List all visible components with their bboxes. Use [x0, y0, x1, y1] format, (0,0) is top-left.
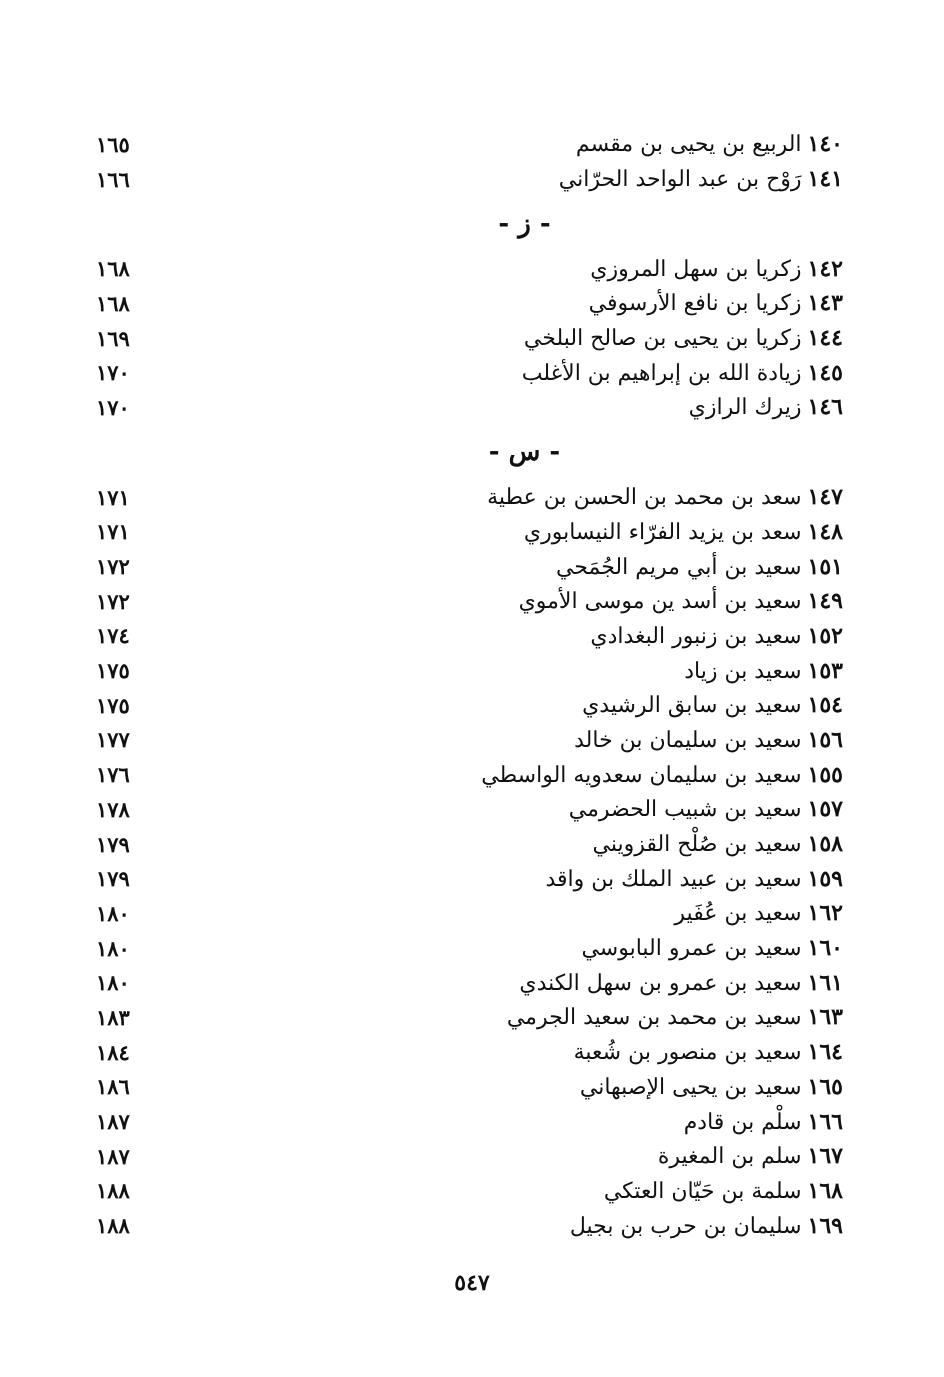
index-entry [96, 515, 843, 550]
index-entry [96, 390, 843, 425]
entry-text [684, 658, 843, 684]
index-entry [96, 251, 843, 286]
entry-number: ١٦١ [807, 969, 843, 996]
index-entry [96, 1070, 843, 1105]
page-reference: ١٦٨ [96, 256, 130, 282]
entry-number: ١٥١ [807, 553, 843, 580]
entry-name: سعيد بن عُفَير [674, 901, 802, 927]
index-entry [96, 286, 843, 321]
page-reference: ١٨٨ [96, 1213, 130, 1239]
entry-text [589, 290, 843, 316]
entry-text [487, 484, 843, 510]
entry-number: ١٥٧ [807, 796, 843, 823]
entry-number: ١٤٣ [807, 290, 843, 317]
entry-name: سعيد بن سليمان بن خالد [574, 727, 802, 753]
index-entry [96, 162, 843, 197]
page-reference: ١٦٨ [96, 290, 130, 316]
entry-text [519, 588, 843, 614]
section-heading: - ز - [498, 208, 551, 239]
page-reference: ١٧٦ [96, 762, 130, 788]
index-entry [96, 321, 843, 356]
entry-name: سعيد بن أبي مريم الجُمَحي [555, 554, 802, 580]
entry-text [576, 131, 843, 157]
page-reference: ١٧٥ [96, 692, 130, 718]
entry-name: سعد بن محمد بن الحسن بن عطية [487, 485, 802, 511]
entry-number: ١٦٠ [807, 935, 843, 962]
entry-name: سعيد بن زنبور البغدادي [590, 623, 802, 649]
entry-name: زيادة الله بن إبراهيم بن الأغلب [521, 360, 802, 386]
entry-text [556, 554, 843, 580]
entry-name: سليمان بن حرب بن بجيل [569, 1213, 802, 1239]
entry-number: ١٤٤ [807, 325, 843, 352]
index-entry [96, 1208, 843, 1243]
page-reference: ١٧٩ [96, 866, 130, 892]
entry-text [604, 1178, 843, 1204]
entry-text [582, 692, 843, 718]
index-entry [96, 931, 843, 966]
entry-text [580, 1074, 843, 1100]
index-entry [96, 549, 843, 584]
entry-number: ١٤٧ [807, 484, 843, 511]
page-reference: ١٨٧ [96, 1143, 130, 1169]
entry-text [481, 762, 843, 788]
entry-name: سعيد بن محمد بن سعيد الجرمي [506, 1005, 802, 1031]
entry-number: ١٥٦ [807, 726, 843, 753]
page-reference: ١٦٩ [96, 325, 130, 351]
entry-text [592, 831, 843, 857]
entry-number: ١٥٩ [807, 865, 843, 892]
page-number: ٥٤٧ [454, 1270, 490, 1296]
entry-number: ١٥٤ [807, 692, 843, 719]
entry-text [684, 1109, 843, 1135]
index-entry [96, 1174, 843, 1209]
page-reference: ١٨٣ [96, 1004, 130, 1030]
index-entry [96, 1035, 843, 1070]
entry-name: سعيد بن يحيى الإصبهاني [579, 1074, 802, 1100]
entry-text [559, 166, 843, 192]
entry-name: سعيد بن أسد ين موسى الأموي [518, 589, 802, 615]
entry-name: سعيد بن زياد [684, 658, 802, 684]
entry-number: ١٤٦ [807, 394, 843, 421]
page-reference: ١٧٩ [96, 831, 130, 857]
entry-name: سلم بن المغيرة [657, 1144, 802, 1170]
entry-number: ١٤٠ [807, 131, 843, 158]
entry-name: سعيد بن عمرو بن سهل الكندي [519, 970, 802, 996]
entry-text [581, 935, 843, 961]
page-reference: ١٧٤ [96, 623, 130, 649]
entry-number: ١٤١ [807, 166, 843, 193]
entry-name: سعيد بن سليمان سعدويه الواسطي [481, 762, 802, 788]
entry-number: ١٤٩ [807, 588, 843, 615]
entry-name: زيرك الرازي [688, 395, 802, 421]
page-reference: ١٦٦ [96, 166, 130, 192]
index-entry [96, 480, 843, 515]
entry-text [574, 727, 843, 753]
page-reference: ١٧٢ [96, 554, 130, 580]
index-entry [96, 896, 843, 931]
page-reference: ١٧٢ [96, 588, 130, 614]
entry-name: الربيع بن يحيى بن مقسم [575, 132, 802, 158]
index-entry [96, 619, 843, 654]
page-reference: ١٦٥ [96, 131, 130, 157]
entry-name: زكريا بن سهل المروزي [590, 256, 802, 282]
page-reference: ١٧١ [96, 519, 130, 545]
entry-number: ١٦٥ [807, 1073, 843, 1100]
index-entry [96, 965, 843, 1000]
entry-text [569, 796, 843, 822]
page-reference: ١٧١ [96, 484, 130, 510]
index-entry [96, 792, 843, 827]
entry-number: ١٤٢ [807, 255, 843, 282]
page-reference: ١٨٠ [96, 900, 130, 926]
index-entry [96, 688, 843, 723]
index-entry [96, 757, 843, 792]
index-entry [96, 584, 843, 619]
page-reference: ١٨٠ [96, 935, 130, 961]
entry-number: ١٥٥ [807, 761, 843, 788]
index-entry [96, 127, 843, 162]
entry-name: سعيد بن منصور بن شُعبة [573, 1040, 802, 1066]
index-entry [96, 653, 843, 688]
entry-text [524, 325, 843, 351]
entry-number: ١٥٢ [807, 622, 843, 649]
page-reference: ١٧٨ [96, 796, 130, 822]
entry-name: سعيد بن عبيد الملك بن واقد [545, 866, 802, 892]
entry-number: ١٦٨ [807, 1177, 843, 1204]
page-reference: ١٨٦ [96, 1074, 130, 1100]
page-reference: ١٨٧ [96, 1109, 130, 1135]
entry-name: زكريا بن يحيى بن صالح البلخي [523, 326, 802, 352]
entry-text [574, 1039, 843, 1065]
entry-number: ١٦٩ [807, 1212, 843, 1239]
entry-number: ١٦٣ [807, 1004, 843, 1031]
entry-number: ١٥٨ [807, 831, 843, 858]
page-reference: ١٧٥ [96, 658, 130, 684]
index-entry [96, 1139, 843, 1174]
index-entry [96, 827, 843, 862]
entry-name: سلمة بن حَيّان العتكي [603, 1178, 802, 1204]
index-entry [96, 1000, 843, 1035]
entry-text [658, 1143, 843, 1169]
entry-text [545, 866, 843, 892]
entry-text [674, 900, 843, 926]
index-entry [96, 355, 843, 390]
page-reference: ١٧٠ [96, 360, 130, 386]
entry-text [522, 360, 843, 386]
entry-text [570, 1213, 843, 1239]
page-reference: ١٨٤ [96, 1039, 130, 1065]
entry-number: ١٤٥ [807, 359, 843, 386]
entry-text [590, 623, 843, 649]
index-entry [96, 1104, 843, 1139]
index-entry [96, 861, 843, 896]
entry-number: ١٥٣ [807, 657, 843, 684]
index-list [96, 127, 843, 1243]
entry-name: سعيد بن سابق الرشيدي [582, 693, 802, 719]
entry-text [689, 394, 843, 420]
page-reference: ١٨٨ [96, 1178, 130, 1204]
entry-name: رَوْح بن عبد الواحد الحرّاني [558, 167, 802, 193]
entry-text [590, 256, 843, 282]
entry-name: سعيد بن عمرو البابوسي [581, 936, 802, 962]
page-reference: ١٨٠ [96, 970, 130, 996]
entry-name: سعيد بن شبيب الحضرمي [568, 797, 802, 823]
entry-number: ١٤٨ [807, 518, 843, 545]
entry-text [507, 1004, 843, 1030]
entry-name: سلْم بن قادم [683, 1109, 802, 1135]
entry-text [519, 970, 843, 996]
entry-name: زكريا بن نافع الأرسوفي [588, 291, 802, 317]
entry-number: ١٦٦ [807, 1108, 843, 1135]
entry-number: ١٦٢ [807, 900, 843, 927]
entry-text [524, 519, 843, 545]
section-heading: - س - [488, 437, 561, 468]
page-reference: ١٧٧ [96, 727, 130, 753]
entry-number: ١٦٧ [807, 1143, 843, 1170]
page-reference: ١٧٠ [96, 394, 130, 420]
entry-name: سعيد بن صُلْح القزويني [592, 832, 802, 858]
index-entry [96, 723, 843, 758]
entry-name: سعد بن يزيد الفرّاء النيسابوري [523, 519, 802, 545]
entry-number: ١٦٤ [807, 1039, 843, 1066]
